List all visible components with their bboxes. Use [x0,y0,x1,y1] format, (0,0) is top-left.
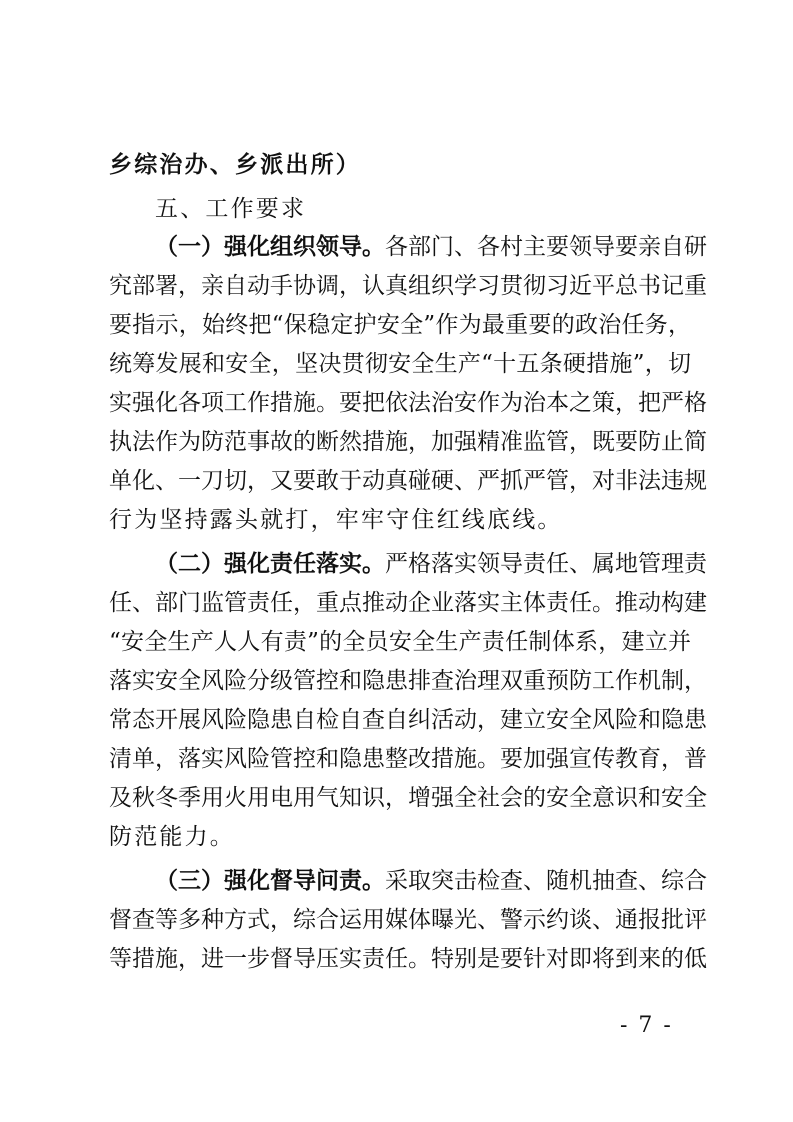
line-text: 执法作为防范事故的断然措施，加强精准监管，既要防止简 [109,429,707,455]
line-text: 常态开展风险隐患自检自查自纠活动，建立安全风险和隐患 [109,707,707,733]
responsible-units-line [109,150,361,180]
line-text: “安全生产人人有责”的全员安全生产责任制体系，建立并 [109,629,691,655]
paragraph-1-line-3 [109,310,691,340]
paragraph-3-line-3 [109,944,707,974]
paragraph-1-lead: （一）强化组织领导。 [155,234,385,260]
line-text: 单化、一刀切，又要敢于动真碰硬、严抓严管，对非法违规 [109,468,707,494]
line-text: 落实安全风险分级管控和隐患排查治理双重预防工作机制， [109,668,707,694]
paragraph-1-line-2 [109,271,707,301]
paragraph-2-line-6 [109,744,707,774]
line-text: 清单，落实风险管控和隐患整改措施。要加强宣传教育，普 [109,746,707,772]
paragraph-2-line-8 [109,822,235,852]
section-heading-text: 五、工作要求 [155,196,307,222]
paragraph-2-line-5 [109,705,707,735]
line-text: 究部署，亲自动手协调，认真组织学习贯彻习近平总书记重 [109,273,707,299]
line-text: 防范能力。 [109,824,235,850]
line-text: 实强化各项工作措施。要把依法治安作为治本之策，把严格 [109,390,707,416]
paragraph-1-line-6 [109,427,707,457]
line-text: 及秋冬季用火用电用气知识，增强全社会的安全意识和安全 [109,785,707,811]
line-text: 督查等多种方式，综合运用媒体曝光、警示约谈、通报批评 [109,907,707,933]
paragraph-1-line-8 [109,505,563,535]
line-text: 等措施，进一步督导压实责任。特别是要针对即将到来的低 [109,946,707,972]
line-text: 统筹发展和安全，坚决贯彻安全生产“十五条硬措施”，切 [109,351,691,377]
section-heading [155,194,306,224]
paragraph-1-line-5 [109,388,707,418]
paragraph-2-lead: （二）强化责任落实。 [155,551,385,577]
paragraph-1-line-4 [109,349,691,379]
paragraph-2-line-1 [155,549,707,579]
paragraph-3-lead: （三）强化督导问责。 [155,868,385,894]
paragraph-3-line-2 [109,905,707,935]
line-text: 各部门、各村主要领导要亲自研 [385,234,707,260]
line-text: 严格落实领导责任、属地管理责 [385,551,707,577]
paragraph-2-line-4 [109,666,707,696]
line-text: 要指示，始终把“保稳定护安全”作为最重要的政治任务， [109,312,691,338]
paragraph-3-line-1 [155,866,707,896]
paragraph-2-line-3 [109,627,691,657]
line-text: 任、部门监管责任，重点推动企业落实主体责任。推动构建 [109,590,707,616]
paragraph-1-line-1 [155,232,707,262]
paragraph-2-line-2 [109,588,707,618]
page-number: - 7 - [620,1013,673,1038]
paragraph-2-line-7 [109,783,707,813]
line-text: 行为坚持露头就打，牢牢守住红线底线。 [109,507,563,533]
line-text: 乡综治办、乡派出所） [109,152,361,178]
line-text: 采取突击检查、随机抽查、综合 [385,868,707,894]
paragraph-1-line-7 [109,466,707,496]
